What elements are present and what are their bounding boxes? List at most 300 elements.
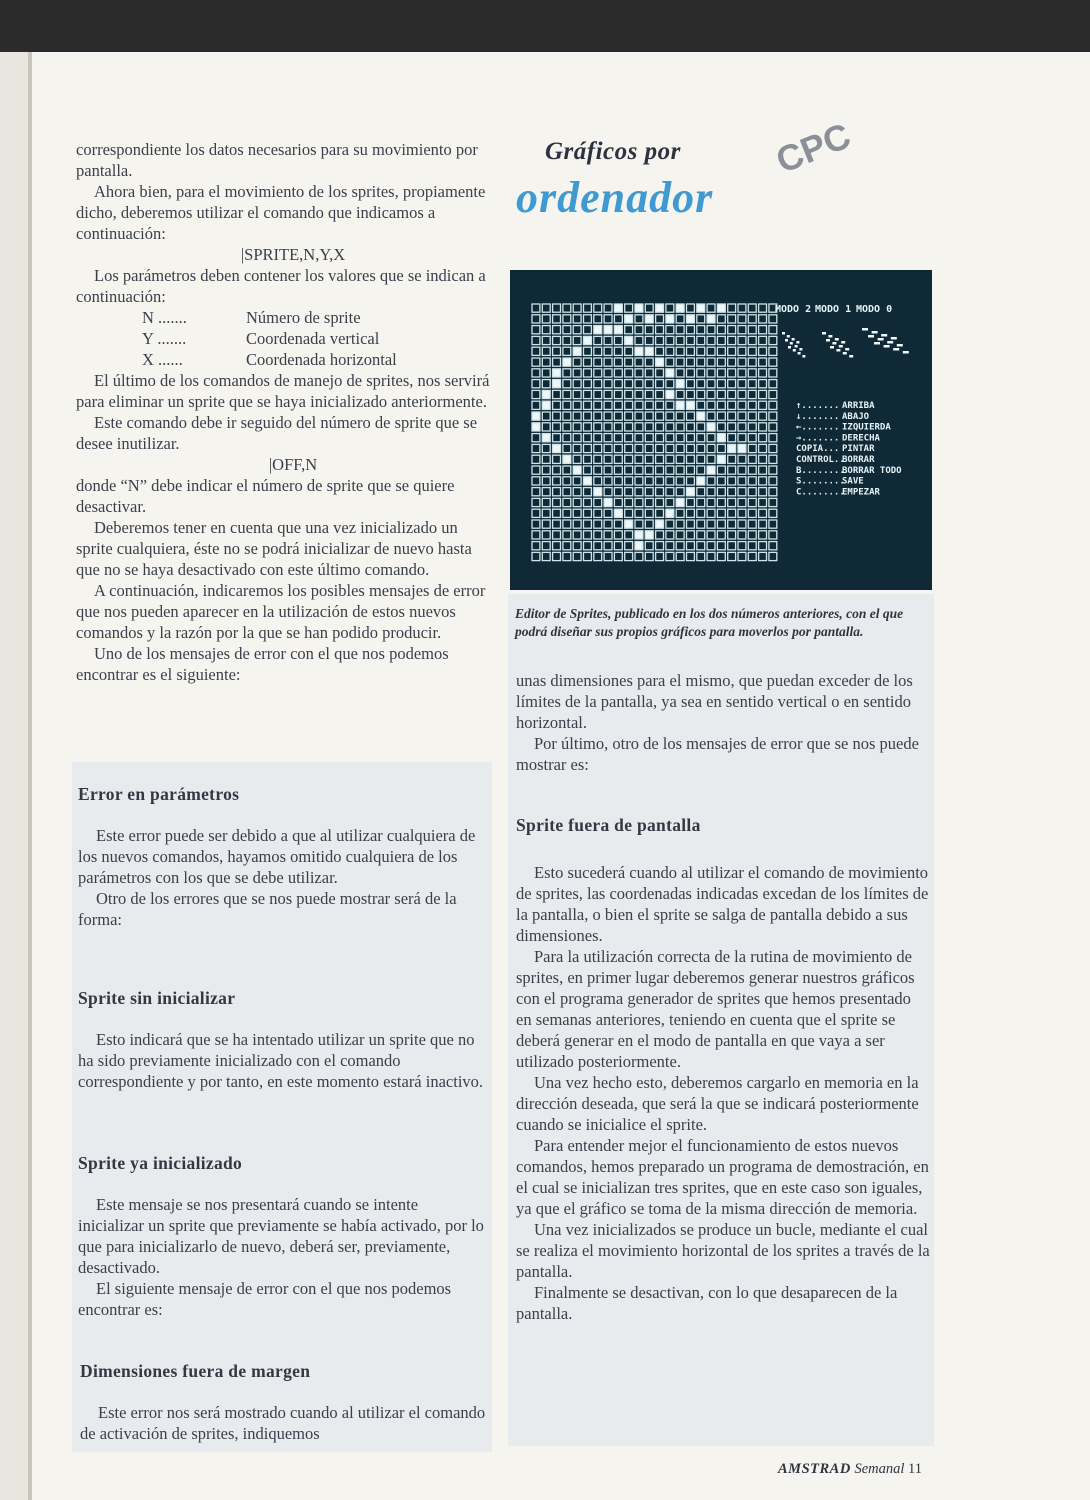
grid-cell — [584, 455, 592, 463]
grid-cell — [748, 531, 756, 539]
paragraph: Uno de los mensajes de error con el que nos podemos encontrar es el siguiente: — [76, 644, 449, 684]
grid-cell — [738, 358, 746, 366]
grid-cell — [594, 390, 602, 398]
grid-cell — [748, 466, 756, 474]
grid-cell — [573, 390, 581, 398]
menu-action: SAVE — [842, 476, 864, 487]
grid-cell — [594, 552, 602, 560]
grid-cell — [656, 455, 664, 463]
preview-pixel — [897, 344, 903, 347]
grid-cell — [738, 466, 746, 474]
paragraph: Una vez inicializados se produce un bucle, mediante el cual se realiza el movimiento horizontal de los sprites a través de la pantalla. — [516, 1220, 930, 1281]
grid-cell — [769, 520, 777, 528]
grid-cell — [769, 531, 777, 539]
grid-cell — [553, 466, 561, 474]
grid-cell — [676, 412, 684, 420]
grid-cell — [676, 315, 684, 323]
grid-cell — [707, 434, 715, 442]
grid-cell — [717, 552, 725, 560]
grid-cell — [563, 520, 571, 528]
menu-action: ABAJO — [842, 411, 870, 422]
grid-cell — [553, 304, 561, 312]
grid-cell — [728, 358, 736, 366]
grid-cell — [728, 434, 736, 442]
grid-cell — [717, 477, 725, 485]
grid-cell-filled — [563, 358, 571, 366]
grid-cell — [717, 466, 725, 474]
grid-cell — [728, 552, 736, 560]
grid-cell — [748, 444, 756, 452]
grid-cell — [676, 326, 684, 334]
grid-cell — [728, 466, 736, 474]
grid-cell — [645, 455, 653, 463]
grid-cell — [697, 369, 705, 377]
grid-cell — [594, 466, 602, 474]
grid-cell — [656, 412, 664, 420]
grid-cell — [604, 542, 612, 550]
grid-cell — [697, 542, 705, 550]
grid-cell-filled — [635, 347, 643, 355]
menu-action: BORRAR — [842, 455, 875, 465]
grid-cell — [676, 488, 684, 496]
grid-cell — [759, 412, 767, 420]
grid-cell — [666, 380, 674, 388]
grid-cell-filled — [604, 326, 612, 334]
grid-cell — [707, 520, 715, 528]
grid-cell — [542, 315, 550, 323]
grid-cell — [676, 509, 684, 517]
grid-cell — [687, 369, 695, 377]
preview-pixel — [884, 345, 890, 348]
grid-cell-filled — [645, 315, 653, 323]
grid-cell — [573, 531, 581, 539]
preview-pixel — [839, 345, 843, 348]
preview-pixel — [790, 342, 793, 345]
grid-cell — [769, 509, 777, 517]
grid-cell — [728, 423, 736, 431]
menu-key: ←....... — [796, 422, 840, 433]
grid-cell — [707, 336, 715, 344]
grid-cell-filled — [697, 477, 705, 485]
grid-cell — [687, 412, 695, 420]
grid-cell — [728, 520, 736, 528]
grid-cell — [748, 477, 756, 485]
grid-cell — [532, 531, 540, 539]
grid-cell — [697, 531, 705, 539]
grid-cell — [759, 434, 767, 442]
grid-cell — [635, 477, 643, 485]
grid-cell — [584, 369, 592, 377]
grid-cell-filled — [656, 358, 664, 366]
grid-cell — [697, 455, 705, 463]
preview-pixel — [881, 334, 887, 337]
grid-cell — [666, 466, 674, 474]
grid-cell-filled — [573, 347, 581, 355]
grid-cell — [645, 477, 653, 485]
grid-cell — [532, 455, 540, 463]
grid-cell — [717, 347, 725, 355]
grid-cell — [532, 498, 540, 506]
page-edge — [0, 52, 30, 1500]
grid-cell — [645, 498, 653, 506]
grid-cell — [553, 401, 561, 409]
section-heading: Dimensiones fuera de margen — [80, 1361, 311, 1381]
grid-cell — [738, 509, 746, 517]
magazine-section: Semanal — [854, 1461, 905, 1477]
grid-cell — [573, 336, 581, 344]
grid-cell — [759, 444, 767, 452]
grid-cell — [614, 369, 622, 377]
grid-cell — [614, 380, 622, 388]
grid-cell — [717, 520, 725, 528]
grid-cell — [769, 466, 777, 474]
grid-cell — [717, 488, 725, 496]
grid-cell — [625, 369, 633, 377]
grid-cell — [645, 520, 653, 528]
grid-cell — [728, 315, 736, 323]
grid-cell — [563, 542, 571, 550]
grid-cell — [738, 434, 746, 442]
grid-cell — [738, 336, 746, 344]
grid-cell-filled — [584, 336, 592, 344]
grid-cell — [542, 455, 550, 463]
grid-cell-filled — [707, 466, 715, 474]
grid-cell — [697, 444, 705, 452]
grid-cell — [645, 444, 653, 452]
grid-cell — [563, 552, 571, 560]
grid-cell — [666, 552, 674, 560]
grid-cell — [707, 509, 715, 517]
grid-cell — [717, 444, 725, 452]
grid-cell — [553, 552, 561, 560]
grid-cell — [707, 552, 715, 560]
grid-cell — [542, 444, 550, 452]
grid-cell-filled — [676, 401, 684, 409]
grid-cell — [707, 358, 715, 366]
grid-cell-filled — [542, 434, 550, 442]
grid-cell — [532, 434, 540, 442]
grid-cell — [584, 552, 592, 560]
grid-cell — [553, 531, 561, 539]
grid-cell — [717, 542, 725, 550]
grid-cell — [676, 531, 684, 539]
grid-cell — [666, 477, 674, 485]
grid-cell — [666, 455, 674, 463]
grid-cell — [573, 498, 581, 506]
grid-cell — [614, 498, 622, 506]
grid-cell — [687, 520, 695, 528]
grid-cell — [738, 552, 746, 560]
grid-cell — [717, 336, 725, 344]
preview-pixel — [903, 351, 909, 354]
preview-pixel — [792, 338, 795, 341]
grid-cell — [532, 336, 540, 344]
menu-key: COPIA... — [796, 444, 840, 455]
paragraph: Para la utilización correcta de la rutina de movimiento de sprites, en primer lugar deberemos generar nuestros gráficos con el programa generador de sprites que hemos presentado en semanas anteriores, teniendo en cuenta que el sprite se deberá generar en el modo de pantalla en que vaya a ser utilizado posteriormente. — [516, 947, 915, 1071]
grid-cell — [604, 412, 612, 420]
grid-cell — [532, 369, 540, 377]
grid-cell-filled — [532, 412, 540, 420]
grid-cell — [769, 477, 777, 485]
preview-pixel — [802, 355, 805, 358]
grid-cell — [697, 380, 705, 388]
menu-action: PINTAR — [842, 444, 875, 455]
page-fold — [28, 52, 32, 1500]
grid-cell — [532, 444, 540, 452]
grid-cell — [645, 412, 653, 420]
grid-cell — [532, 347, 540, 355]
grid-cell — [656, 390, 664, 398]
grid-cell — [687, 358, 695, 366]
grid-cell-filled — [697, 304, 705, 312]
grid-cell — [707, 390, 715, 398]
grid-cell — [584, 358, 592, 366]
grid-cell — [759, 423, 767, 431]
grid-cell-filled — [553, 380, 561, 388]
grid-cell-filled — [542, 390, 550, 398]
grid-cell — [748, 380, 756, 388]
grid-cell — [542, 520, 550, 528]
grid-cell — [635, 390, 643, 398]
grid-cell — [573, 358, 581, 366]
grid-cell — [697, 401, 705, 409]
grid-cell — [666, 401, 674, 409]
error-section-ya-inicializado — [78, 1153, 488, 1320]
grid-cell — [542, 552, 550, 560]
grid-cell — [728, 531, 736, 539]
grid-cell-filled — [666, 390, 674, 398]
grid-cell — [769, 369, 777, 377]
grid-cell — [573, 477, 581, 485]
grid-cell — [769, 498, 777, 506]
grid-cell — [532, 326, 540, 334]
grid-cell — [707, 477, 715, 485]
grid-cell — [728, 455, 736, 463]
grid-cell — [645, 369, 653, 377]
grid-cell — [635, 326, 643, 334]
grid-cell — [738, 380, 746, 388]
menu-key: →....... — [796, 433, 840, 444]
grid-cell — [759, 477, 767, 485]
grid-cell — [614, 336, 622, 344]
grid-cell — [584, 326, 592, 334]
grid-cell — [625, 509, 633, 517]
grid-cell — [635, 401, 643, 409]
grid-cell — [687, 390, 695, 398]
grid-cell — [604, 315, 612, 323]
grid-cell — [584, 444, 592, 452]
grid-cell — [656, 444, 664, 452]
grid-cell — [614, 358, 622, 366]
grid-cell-filled — [625, 336, 633, 344]
grid-cell — [656, 509, 664, 517]
grid-cell — [728, 542, 736, 550]
grid-cell — [707, 455, 715, 463]
grid-cell — [594, 434, 602, 442]
grid-cell — [614, 455, 622, 463]
grid-cell-filled — [584, 477, 592, 485]
grid-cell-filled — [594, 326, 602, 334]
grid-cell — [594, 347, 602, 355]
grid-cell — [594, 401, 602, 409]
grid-cell-filled — [645, 347, 653, 355]
error-section-sin-inicializar — [78, 988, 488, 1092]
grid-cell — [759, 498, 767, 506]
grid-cell — [748, 520, 756, 528]
grid-cell-filled — [697, 412, 705, 420]
grid-cell — [594, 380, 602, 388]
preview-pixel — [849, 355, 853, 358]
grid-cell — [604, 401, 612, 409]
grid-cell — [738, 390, 746, 398]
grid-cell — [594, 531, 602, 539]
grid-cell — [748, 509, 756, 517]
grid-cell — [584, 380, 592, 388]
grid-cell — [728, 401, 736, 409]
grid-cell — [748, 315, 756, 323]
grid-cell — [625, 531, 633, 539]
grid-cell — [625, 423, 633, 431]
grid-cell — [759, 390, 767, 398]
paragraph: Deberemos tener en cuenta que una vez inicializado un sprite cualquiera, éste no se podrá inicializar de nuevo hasta que no se haya desactivado con este último comando. — [76, 518, 472, 579]
grid-cell — [738, 315, 746, 323]
grid-cell — [748, 326, 756, 334]
grid-cell-filled — [738, 444, 746, 452]
grid-cell-filled — [625, 520, 633, 528]
grid-cell — [656, 401, 664, 409]
grid-cell — [604, 520, 612, 528]
paragraph: Otro de los errores que se nos puede mostrar será de la forma: — [78, 889, 457, 929]
grid-cell — [573, 304, 581, 312]
grid-cell — [553, 434, 561, 442]
grid-cell — [738, 326, 746, 334]
grid-cell — [697, 509, 705, 517]
grid-cell — [542, 336, 550, 344]
grid-cell — [563, 466, 571, 474]
grid-cell — [584, 347, 592, 355]
grid-cell — [656, 336, 664, 344]
grid-cell — [769, 326, 777, 334]
menu-action: BORRAR TODO — [842, 465, 902, 476]
grid-cell — [738, 423, 746, 431]
grid-cell — [656, 552, 664, 560]
grid-cell — [563, 509, 571, 517]
grid-cell — [594, 520, 602, 528]
grid-cell — [656, 434, 664, 442]
grid-cell — [573, 423, 581, 431]
grid-cell — [748, 488, 756, 496]
grid-cell — [717, 326, 725, 334]
grid-cell — [759, 542, 767, 550]
command-off: |OFF,N — [268, 455, 318, 474]
grid-cell — [769, 488, 777, 496]
preview-pixel — [782, 332, 785, 335]
section-logo-line1: Gráficos por — [545, 138, 681, 165]
preview-pixel — [893, 348, 899, 351]
page-footer — [778, 1461, 922, 1478]
grid-cell — [666, 520, 674, 528]
grid-cell-filled — [614, 509, 622, 517]
grid-cell — [604, 380, 612, 388]
mode-label: MODO 0 — [856, 304, 893, 315]
grid-cell — [697, 520, 705, 528]
grid-cell — [666, 358, 674, 366]
grid-cell — [604, 369, 612, 377]
grid-cell — [656, 423, 664, 431]
grid-cell — [645, 423, 653, 431]
grid-cell — [563, 315, 571, 323]
grid-cell — [645, 401, 653, 409]
grid-cell — [707, 498, 715, 506]
grid-cell — [769, 434, 777, 442]
grid-cell — [728, 477, 736, 485]
grid-cell — [635, 423, 643, 431]
paragraph: unas dimensiones para el mismo, que puedan exceder de los límites de la pantalla, ya sea en sentido vertical o en sentido horizontal. — [516, 671, 913, 732]
grid-cell-filled — [542, 401, 550, 409]
grid-cell — [707, 542, 715, 550]
grid-cell — [542, 542, 550, 550]
grid-cell — [769, 423, 777, 431]
grid-cell — [769, 380, 777, 388]
preview-pixel — [843, 352, 847, 355]
grid-cell — [614, 552, 622, 560]
grid-cell — [645, 542, 653, 550]
grid-cell — [728, 336, 736, 344]
grid-cell — [645, 552, 653, 560]
grid-cell — [738, 412, 746, 420]
grid-cell — [748, 369, 756, 377]
grid-cell — [635, 552, 643, 560]
grid-cell — [738, 531, 746, 539]
grid-cell — [748, 434, 756, 442]
grid-cell — [717, 380, 725, 388]
grid-cell — [635, 358, 643, 366]
grid-cell — [594, 477, 602, 485]
grid-cell — [666, 423, 674, 431]
grid-cell — [635, 455, 643, 463]
grid-cell — [594, 369, 602, 377]
grid-cell — [676, 466, 684, 474]
paragraph: El último de los comandos de manejo de sprites, nos servirá para eliminar un sprite que se haya inicializado anteriormente. — [76, 371, 490, 411]
mode-labels — [775, 304, 892, 315]
grid-cell — [697, 488, 705, 496]
grid-cell — [635, 380, 643, 388]
grid-cell — [563, 401, 571, 409]
paragraph: A continuación, indicaremos los posibles mensajes de error que nos pueden aparecer en la utilización de estos nuevos comandos y la razón por la que se han podido producir. — [76, 581, 486, 642]
grid-cell — [532, 401, 540, 409]
grid-cell — [573, 509, 581, 517]
paragraph: El siguiente mensaje de error con el que nos podemos encontrar es: — [78, 1279, 452, 1319]
grid-cell — [604, 358, 612, 366]
grid-cell-filled — [553, 369, 561, 377]
grid-cell-filled — [604, 498, 612, 506]
error-section-fuera-pantalla — [516, 815, 930, 1324]
grid-cell — [563, 304, 571, 312]
grid-cell — [635, 336, 643, 344]
grid-cell — [542, 380, 550, 388]
grid-cell — [614, 531, 622, 539]
grid-cell — [759, 520, 767, 528]
grid-cell — [542, 509, 550, 517]
grid-cell — [542, 304, 550, 312]
grid-cell — [759, 315, 767, 323]
grid-cell-filled — [717, 455, 725, 463]
left-column-intro — [76, 139, 492, 685]
grid-cell — [656, 315, 664, 323]
paragraph: donde “N” debe indicar el número de sprite que se quiere desactivar. — [76, 476, 455, 516]
grid-cell — [676, 477, 684, 485]
sprite-editor-graphic — [510, 270, 932, 590]
